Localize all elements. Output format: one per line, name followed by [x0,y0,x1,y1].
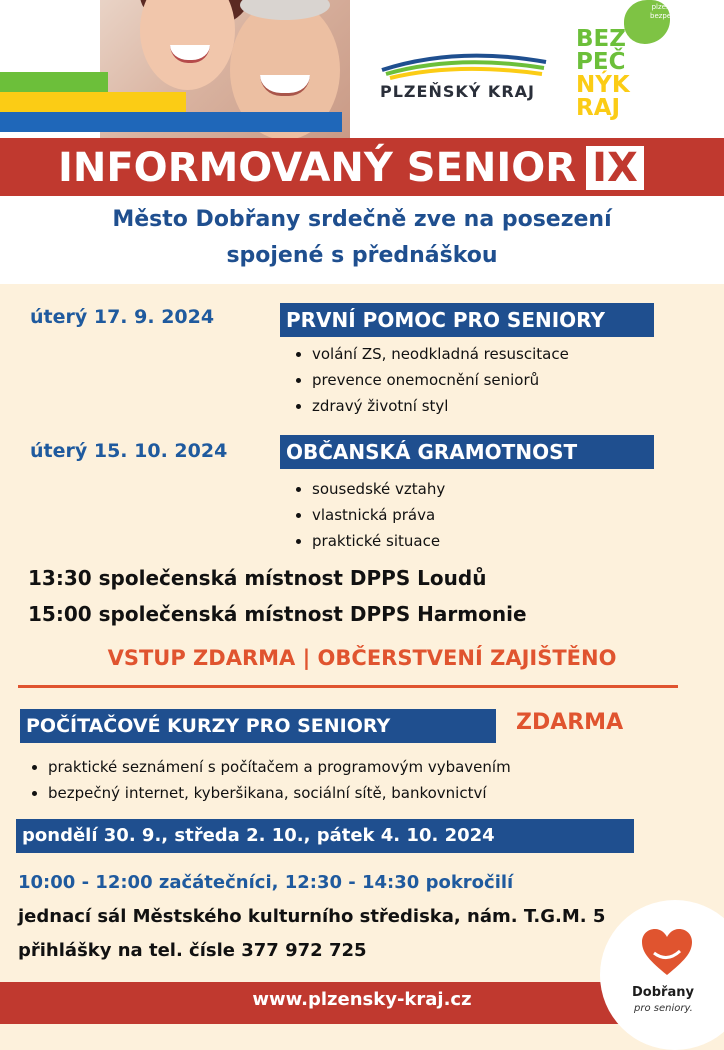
courses-price: ZDARMA [516,710,624,735]
courses-dates: pondělí 30. 9., středa 2. 10., pátek 4. 10. 2024 [16,819,634,853]
small-line-2: bezpečný kraj [650,12,699,20]
list-item: sousedské vztahy [292,476,445,502]
invitation-subtitle [0,202,724,274]
session-1-date: úterý 17. 9. 2024 [30,306,215,328]
bk-line-4: RAJ [576,95,621,121]
bk-line-3: NÝK [576,72,630,98]
session-2-list [292,476,445,554]
list-item: praktické situace [292,528,445,554]
list-item: zdravý životní styl [292,393,569,419]
courses-place: jednací sál Městského kulturního střediska, nám. T.G.M. 5 [18,906,606,927]
session-1-topic: PRVNÍ POMOC PRO SENIORY [280,303,654,337]
session-1-list [292,341,569,419]
heart-icon [640,927,694,977]
page-title [58,142,644,194]
session-2-date: úterý 15. 10. 2024 [30,440,228,462]
list-item: bezpečný internet, kyberšikana, sociální sítě, bankovnictví [28,780,511,806]
divider [18,685,678,688]
green-stripe [0,72,108,92]
edition-badge: IX [586,146,644,190]
venue-2: 15:00 společenská místnost DPPS Harmonie [28,602,527,626]
website-link[interactable]: www.plzensky-kraj.cz [252,989,472,1010]
bezpecny-kraj-logo [576,28,696,124]
list-item: praktické seznámení s počítačem a programovým vybavením [28,754,511,780]
bk-line-2: PEČ [576,49,626,75]
free-entry-text: VSTUP ZDARMA | OBČERSTVENÍ ZAJIŠTĚNO [107,646,617,670]
courses-times: 10:00 - 12:00 začátečníci, 12:30 - 14:30 pokročilí [18,872,514,893]
subtitle-line-2: spojené s přednáškou [226,243,498,268]
list-item: prevence onemocnění seniorů [292,367,569,393]
bezpecny-kraj-small-text [650,3,699,21]
list-item: vlastnická práva [292,502,445,528]
bk-line-1: BEZ [576,26,626,52]
title-text: INFORMOVANÝ SENIOR [58,145,577,191]
courses-signup: přihlášky na tel. čísle 377 972 725 [18,940,367,961]
small-line-1: plzeňský kraj [651,3,698,11]
dobrany-name: Dobřany [632,985,694,1000]
subtitle-line-1: Město Dobřany srdečně zve na posezení [112,207,612,232]
session-2-topic: OBČANSKÁ GRAMOTNOST [280,435,654,469]
venue-1: 13:30 společenská místnost DPPS Loudů [28,566,487,590]
courses-heading: POČÍTAČOVÉ KURZY PRO SENIORY [20,709,496,743]
courses-list [28,754,511,806]
list-item: volání ZS, neodkladná resuscitace [292,341,569,367]
blue-stripe [0,112,342,132]
dobrany-tagline: pro seniory. [634,1003,693,1014]
yellow-stripe [0,92,186,112]
plzensky-kraj-logo-text: PLZEŇSKÝ KRAJ [380,82,535,101]
